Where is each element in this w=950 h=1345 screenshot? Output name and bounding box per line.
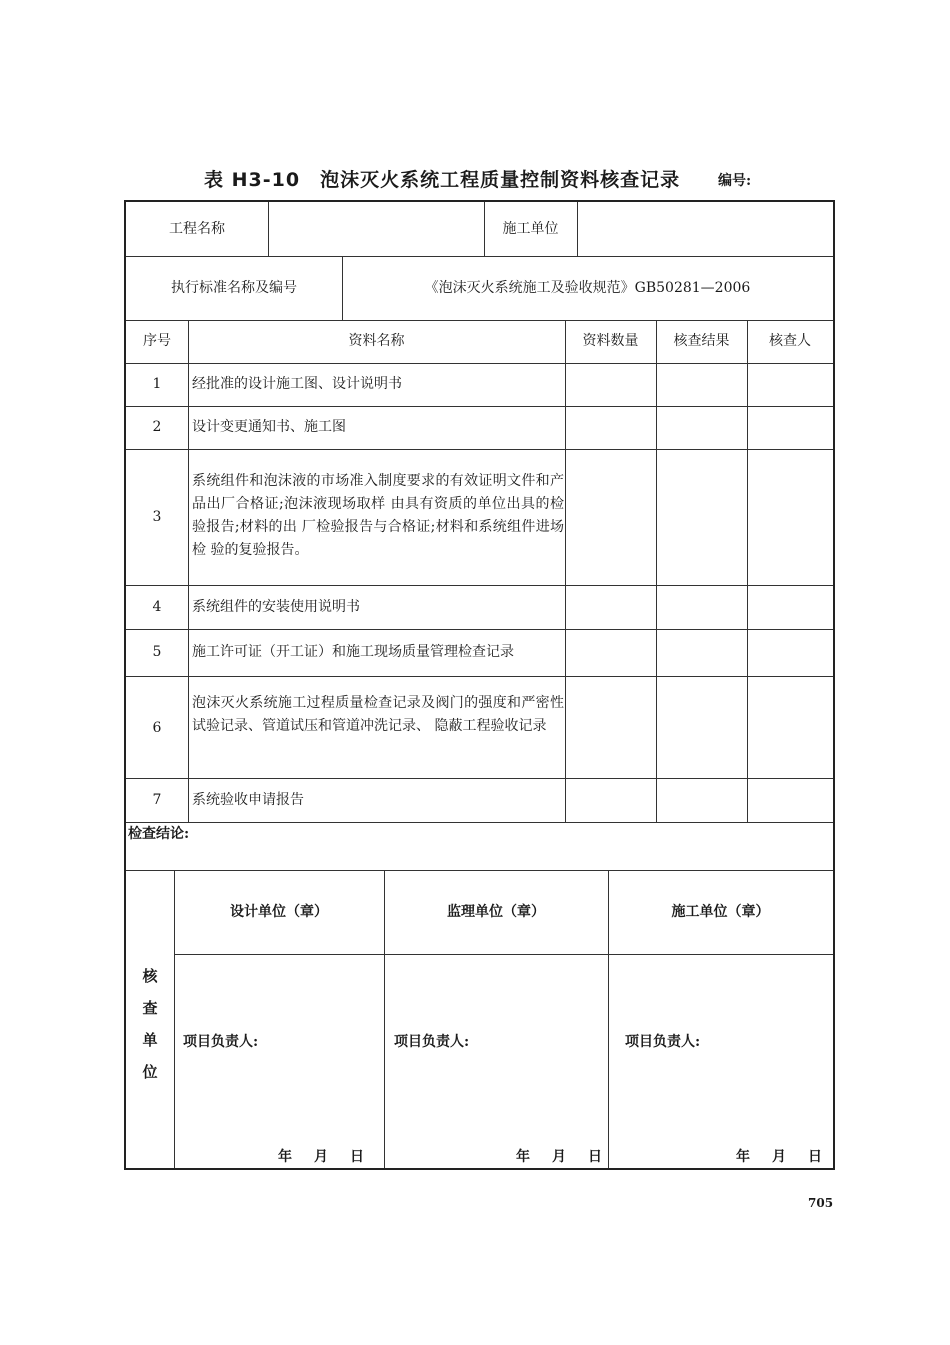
- rule-row-3: [126, 585, 833, 586]
- rule-header-1: [126, 256, 833, 257]
- design-unit-date: [278, 1146, 386, 1166]
- row-document-name: 经批准的设计施工图、设计说明书: [192, 376, 402, 392]
- conclusion-label: 检查结论:: [128, 826, 190, 842]
- col-header-no: 序号: [143, 333, 171, 349]
- rule-v-name-label: [268, 202, 269, 256]
- signoff-side-char: 位: [142, 1063, 158, 1081]
- row-document-name: 施工许可证（开工证）和施工现场质量管理检查记录: [192, 644, 514, 660]
- row-document-name: 系统验收申请报告: [192, 792, 304, 808]
- standard-label: 执行标准名称及编号: [171, 280, 297, 296]
- date-day-label: 日: [588, 1149, 602, 1165]
- date-month-label: 月: [772, 1149, 786, 1165]
- rule-v-contractor-right: [577, 202, 578, 256]
- project-name-label: 工程名称: [169, 221, 225, 237]
- row-document-name: 泡沫灭火系统施工过程质量检查记录及阀门的强度和严密性试验记录、管道试压和管道冲洗记录、 隐蔽工程验收记录: [192, 695, 564, 734]
- supervision-unit-date: [516, 1146, 624, 1166]
- date-month-label: 月: [314, 1149, 328, 1165]
- date-day-label: 日: [808, 1149, 822, 1165]
- date-day-label: 日: [350, 1149, 364, 1165]
- rule-signoff-title: [174, 954, 833, 955]
- signoff-side-char: 单: [142, 1031, 158, 1049]
- design-unit-title: 设计单位（章）: [230, 904, 328, 920]
- rule-header-2: [126, 320, 833, 321]
- design-unit-person-label: 项目负责人:: [183, 1034, 259, 1050]
- rule-v-qty: [656, 320, 657, 822]
- row-number: 4: [152, 599, 162, 615]
- col-header-qty: 资料数量: [582, 333, 639, 349]
- rule-row-6: [126, 778, 833, 779]
- supervision-unit-title: 监理单位（章）: [447, 904, 545, 920]
- row-number: 3: [152, 509, 162, 525]
- rule-row-5: [126, 676, 833, 677]
- date-year-label: 年: [516, 1149, 530, 1165]
- rule-v-no: [188, 320, 189, 822]
- rule-v-name: [565, 320, 566, 822]
- construction-unit-title: 施工单位（章）: [671, 904, 770, 920]
- row-number: 7: [152, 792, 162, 808]
- inspection-form: [124, 200, 835, 1170]
- rule-v-result: [747, 320, 748, 822]
- rule-row-1: [126, 406, 833, 407]
- row-document-name: 系统组件和泡沫液的市场准入制度要求的有效证明文件和产品出厂合格证;泡沫液现场取样 由具有资质的单位出具的检验报告;材料的出 厂检验报告与合格证;材料和系统组件进场检 验的复验报告。: [192, 473, 564, 558]
- rule-row-7: [126, 822, 833, 823]
- signoff-side-char: 核: [142, 967, 158, 985]
- signoff-side-char: 查: [142, 999, 158, 1017]
- col-header-name: 资料名称: [348, 333, 405, 349]
- signoff-side-label: [138, 960, 162, 1088]
- page-title: 表 H3-10 泡沫灭火系统工程质量控制资料核查记录: [204, 169, 681, 191]
- contractor-label: 施工单位: [502, 221, 559, 237]
- row-number: 6: [152, 720, 162, 736]
- serial-number-label: 编号:: [718, 173, 752, 189]
- construction-unit-person-label: 项目负责人:: [625, 1034, 701, 1050]
- date-year-label: 年: [278, 1149, 292, 1165]
- col-header-checker: 核查人: [769, 333, 811, 349]
- row-document-name: 系统组件的安装使用说明书: [192, 599, 360, 615]
- standard-value: 《泡沫灭火系统施工及验收规范》GB50281—2006: [424, 280, 751, 296]
- rule-conclusion: [126, 870, 833, 871]
- date-year-label: 年: [736, 1149, 750, 1165]
- page-number: 705: [808, 1196, 834, 1210]
- supervision-unit-person-label: 项目负责人:: [394, 1034, 470, 1050]
- col-header-result: 核查结果: [673, 333, 730, 349]
- construction-unit-date: [736, 1146, 844, 1166]
- rule-row-4: [126, 629, 833, 630]
- date-month-label: 月: [552, 1149, 566, 1165]
- row-number: 2: [152, 419, 162, 435]
- rule-row-2: [126, 449, 833, 450]
- row-document-name: 设计变更通知书、施工图: [192, 419, 346, 435]
- row-number: 1: [152, 376, 162, 392]
- rule-columns: [126, 363, 833, 364]
- row-number: 5: [152, 644, 162, 660]
